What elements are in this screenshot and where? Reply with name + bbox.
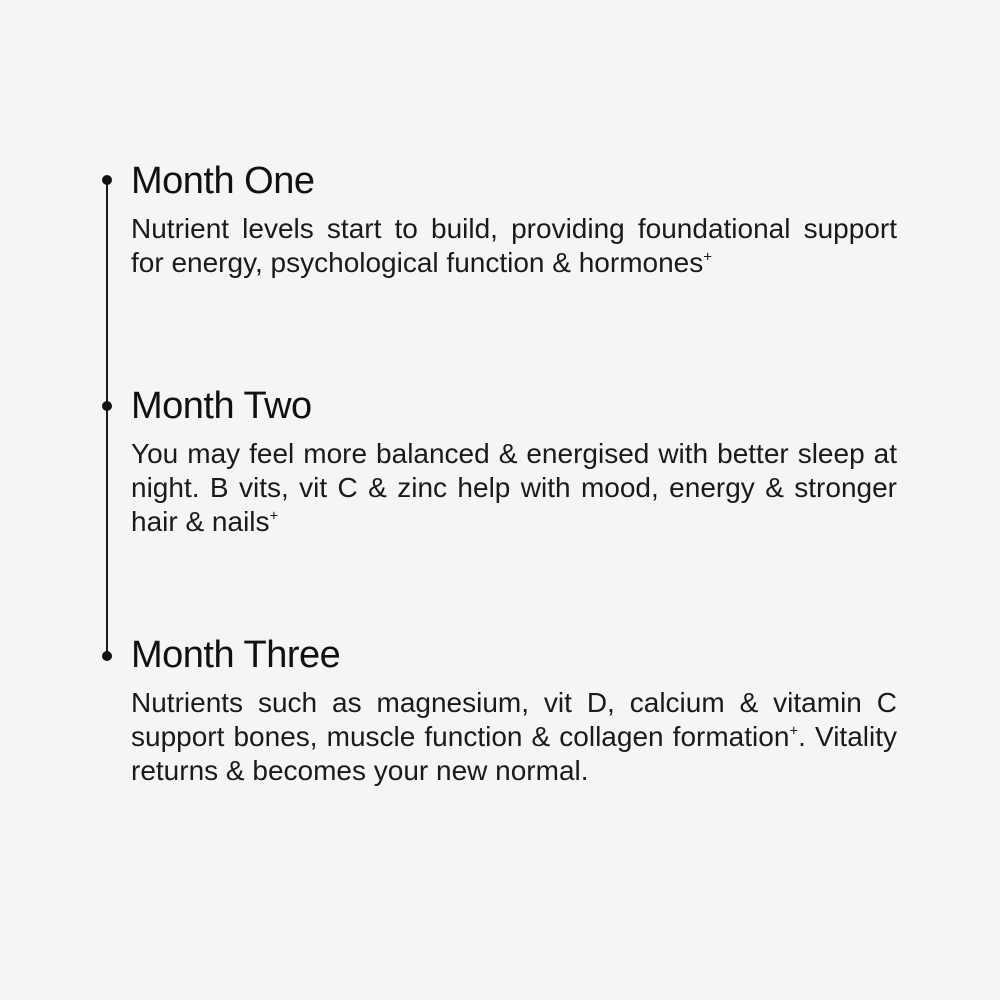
entry-body xyxy=(131,437,897,539)
entry-body-text-continued: . Vitality returns & becomes your new normal. xyxy=(131,721,897,786)
timeline-entry-month-three xyxy=(131,632,897,788)
entry-body-text: Nutrient levels start to build, providing foundational support for energy, psychological function & hormones xyxy=(131,213,897,278)
entry-title: Month Two xyxy=(131,385,312,427)
timeline-dot-month-two xyxy=(102,401,112,411)
entry-body xyxy=(131,686,897,788)
timeline-entry-month-two xyxy=(131,383,897,539)
entry-body-text: Nutrients such as magnesium, vit D, calcium & vitamin C support bones, muscle function & collagen formation xyxy=(131,687,897,752)
entry-body xyxy=(131,212,897,280)
entry-title: Month Three xyxy=(131,634,341,676)
timeline-dot-month-three xyxy=(102,651,112,661)
entry-body-text: You may feel more balanced & energised with better sleep at night. B vits, vit C & zinc help with mood, energy & stronger hair & nails xyxy=(131,438,897,537)
footnote-mark: + xyxy=(703,248,713,266)
entry-title: Month One xyxy=(131,160,315,202)
timeline-dot-month-one xyxy=(102,175,112,185)
timeline-line xyxy=(106,178,108,656)
timeline-entry-month-one xyxy=(131,158,897,280)
footnote-mark: + xyxy=(789,722,799,740)
footnote-mark: + xyxy=(269,507,279,525)
